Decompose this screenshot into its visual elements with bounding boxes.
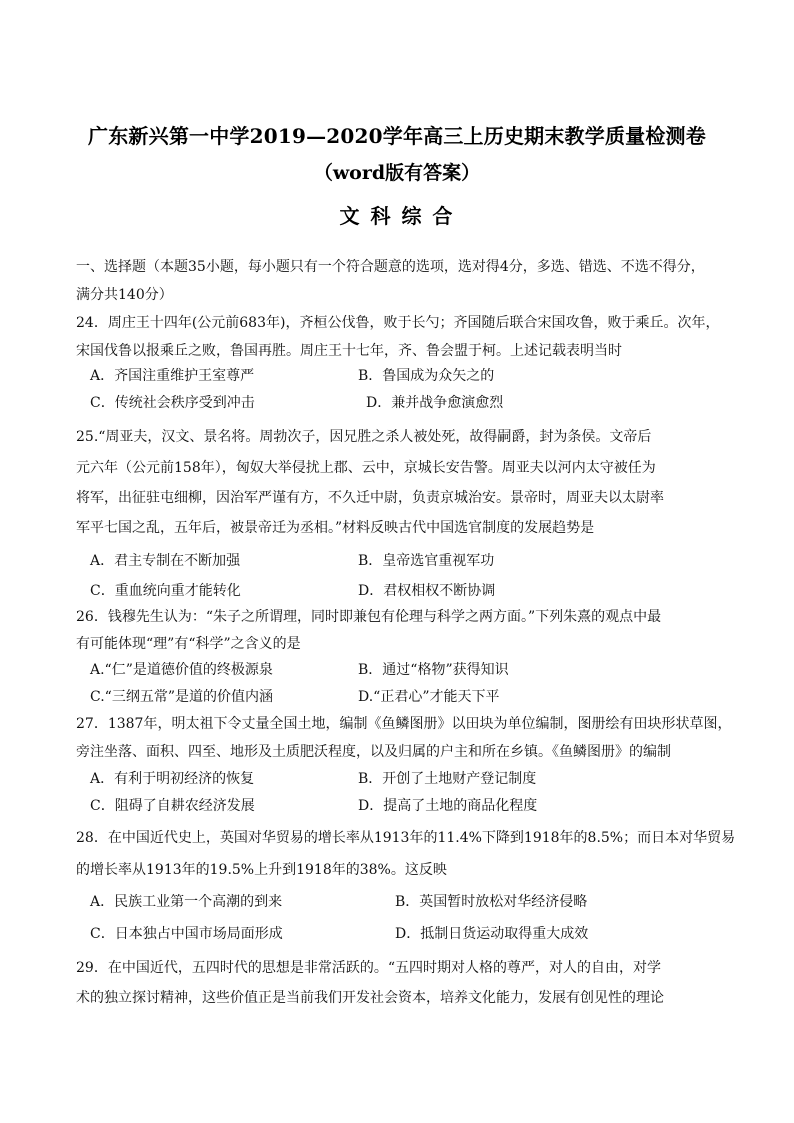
question-text: 24．周庄王十四年(公元前683年)，齐桓公伐鲁，败于长勺；齐国随后联合宋国攻鲁，败于乘丘。次年，	[76, 315, 720, 331]
option-a: A．齐国注重维护王室尊严	[90, 368, 255, 384]
question-text: 29．在中国近代，五四时代的思想是非常活跃的。“五四时期对人格的尊严，对人的自由，对学	[76, 960, 661, 976]
question-text: 元六年（公元前158年），匈奴大举侵扰上郡、云中，京城长安告警。周亚夫以河内太守被任为	[76, 460, 656, 476]
option-d: D．兼并战争愈演愈烈	[366, 395, 504, 411]
section-intro: 一、选择题（本题35小题，每小题只有一个符合题意的选项，选对得4分，多选、错选、不选不得分，	[76, 259, 705, 275]
question-text: 宋国伐鲁以报乘丘之败，鲁国再胜。周庄王十七年，齐、鲁会盟于柯。上述记载表明当时	[76, 343, 622, 359]
question-text: 27．1387年，明太祖下令丈量全国土地，编制《鱼鳞图册》以田块为单位编制，图册绘有田块形状草图，	[76, 716, 732, 732]
option-b: B．皇帝选官重视军功	[358, 553, 495, 569]
option-c: C．阻碍了自耕农经济发展	[90, 798, 255, 814]
option-c: C．重血统向重才能转化	[90, 583, 241, 599]
question-text: 有可能体现“理”有“科学”之含义的是	[76, 636, 301, 652]
option-a: A.“仁”是道德价值的终极源泉	[90, 662, 273, 678]
question-text: 28．在中国近代史上，英国对华贸易的增长率从1913年的11.4%下降到1918年的8.5%；而日本对华贸易	[76, 830, 736, 846]
question-text: 的增长率从1913年的19.5%上升到1918年的38%。这反映	[76, 862, 447, 878]
option-b: B．鲁国成为众矢之的	[358, 368, 495, 384]
question-text: 术的独立探讨精神，这些价值正是当前我们开发社会资本，培养文化能力，发展有创见性的理论	[76, 990, 664, 1006]
question-text: 旁注坐落、面积、四至、地形及土质肥沃程度，以及归属的户主和所在乡镇。《鱼鳞图册》的编制	[76, 744, 671, 760]
section-intro: 满分共140分）	[76, 287, 173, 303]
page-title: 广东新兴第一中学2019—2020学年高三上历史期末教学质量检测卷	[88, 124, 706, 148]
option-c: C．日本独占中国市场局面形成	[90, 926, 283, 942]
question-text: 军平七国之乱，五年后，被景帝迁为丞相。”材料反映古代中国选官制度的发展趋势是	[76, 520, 595, 536]
option-a: A．君主专制在不断加强	[90, 553, 241, 569]
option-c: C.“三纲五常”是道的价值内涵	[90, 689, 273, 705]
option-a: A．有利于明初经济的恢复	[90, 771, 255, 787]
option-d: D.“正君心”才能天下平	[358, 689, 500, 705]
option-d: D．提高了土地的商品化程度	[358, 798, 538, 814]
option-a: A．民族工业第一个高潮的到来	[90, 894, 283, 910]
question-text: 25.“周亚夫，汉文、景名将。周勃次子，因兄胜之杀人被处死，故得嗣爵，封为条侯。文帝后	[76, 429, 652, 445]
option-d: D．抵制日货运动取得重大成效	[395, 926, 589, 942]
option-c: C．传统社会秩序受到冲击	[90, 395, 255, 411]
question-text: 将军，出征驻屯细柳，因治军严谨有方，不久迁中尉，负责京城治安。景帝时，周亚夫以太尉率	[76, 490, 664, 506]
page-subtitle: 文 科 综 合	[339, 204, 455, 228]
question-text: 26．钱穆先生认为：“朱子之所谓理，同时即兼包有伦理与科学之两方面。”下列朱熹的观点中最	[76, 609, 662, 625]
page-title-note: （word版有答案）	[313, 162, 481, 184]
option-d: D．君权相权不断协调	[358, 583, 496, 599]
option-b: B．开创了土地财产登记制度	[358, 771, 537, 787]
option-b: B．英国暂时放松对华经济侵略	[395, 894, 588, 910]
option-b: B．通过“格物”获得知识	[358, 662, 509, 678]
